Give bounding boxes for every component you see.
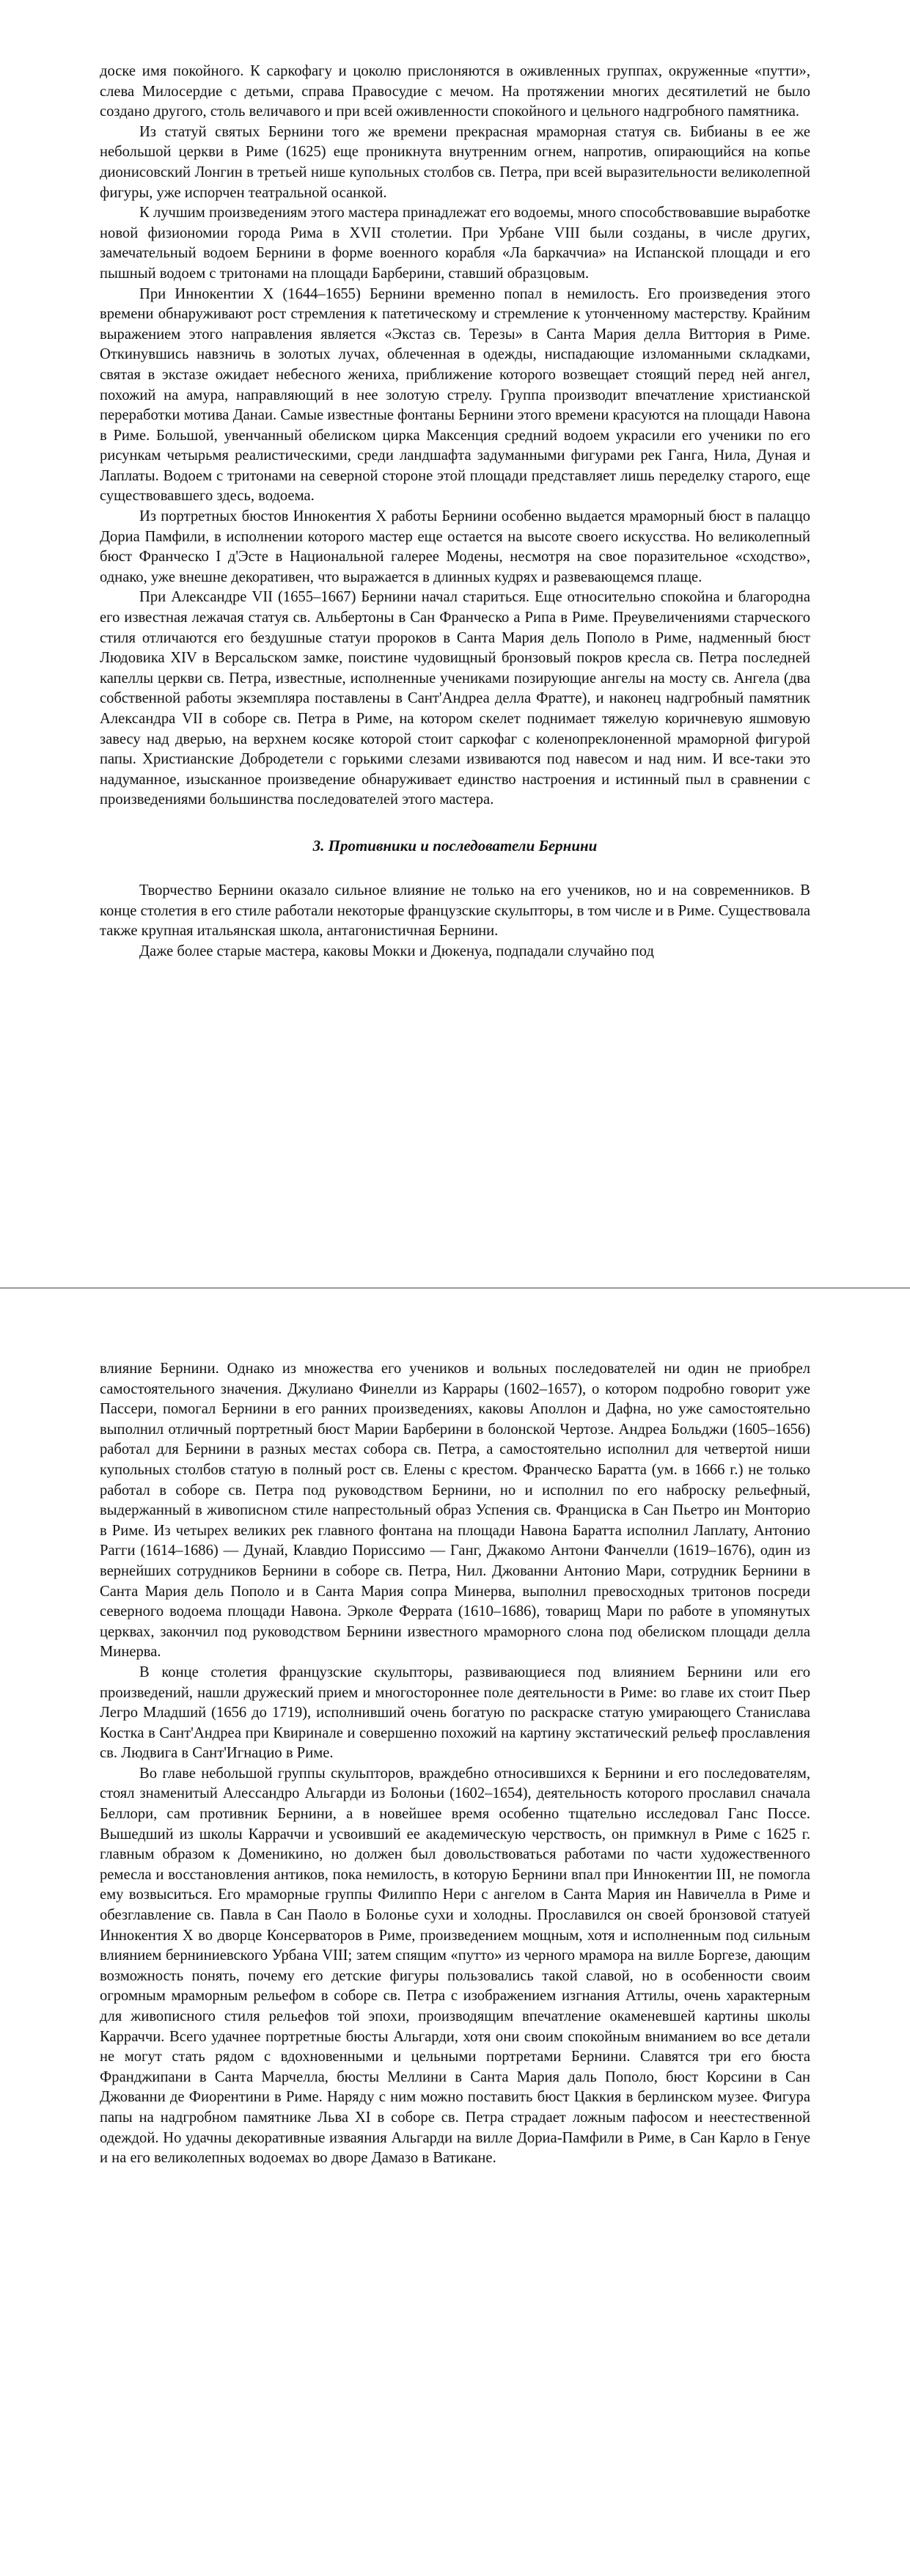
paragraph-3: К лучшим произведениям этого мастера принадлежат его водоемы, много способствовавшие выработке новой физиономии города Рима в XVII столетии. При Урбане VIII были созданы, в числе других, замечательный водоем Бернини в форме военного корабля «Ла баркаччиа» на Испанской площади и его пышный водоем с тритонами на площади Барберини, ставший образцовым. (100, 205, 810, 282)
paragraph-7: Творчество Бернини оказало сильное влияние не только на его учеников, но и на современников. В конце столетия в его стиле работали некоторые французские скульпторы, в том числе и в Риме. Существовала также крупная итальянская школа, антагонистичная Бернини. (100, 882, 810, 940)
paragraph-11: Во главе небольшой группы скульпторов, враждебно относившихся к Бернини и его последователям, стоял знаменитый Алессандро Альгарди из Болоньи (1602–1654), деятельность которого прославил сначала Беллори, сам противник Бернини, а в новейшее время особенно тщательно исследовал Ганс Поссе. Вышедший из школы Карраччи и усвоивший ее академическую черствость, он примкнул в Риме с 1625 г. главным образом к Доменикино, но должен был довольствоваться работами по части художественного ремесла и восстановления антиков, пока немилость, в которую Бернини впал при Иннокентии III, не помогла ему возвыситься. Его мраморные группы Филиппо Нери с ангелом в Санта Мария ин Навичелла в Риме и обезглавление св. Павла в Сан Паоло в Болонье сухи и холодны. Прославился он своей бронзовой статуей Иннокентия X во дворце Консерваторов в Риме, произведением мощным, хотя и исполненным под сильным влиянием берниниевского Урбана VIII; затем спящим «путто» из черного мрамора на вилле Боргезе, дающим возможность понять, почему его детские фигуры пользовались такой славой, но в особенности своим огромным мраморным рельефом в соборе св. Петра с изображением изгнания Аттилы, очень характерным для живописного стиля рельефов той эпохи, производящим впечатление окаменевшей картины школы Карраччи. Всего удачнее портретные бюсты Альгарди, хотя они своим спокойным вниманием во все детали не могут стать рядом с вдохновенными и цельными портретами Бернини. Славятся три его бюста Франджипани в Санта Марчелла, бюсты Меллини в Санта Мария даль Пополо, бюст Корсини в Сан Джованни де Фиорентини в Риме. Наряду с ним можно поставить бюст Цаккия в берлинском музее. Фигура папы на надгробном памятнике Льва XI в соборе св. Петра страдает ложным пафосом и неестественной одеждой. Но удачны декоративные изваяния Альгарди на вилле Дориа-Памфили в Риме, в Сан Карло в Генуе и на его великолепных водоемах во дворе Дамазо в Ватикане. (100, 1765, 810, 2167)
section-heading: 3. Противники и последователи Бернини (312, 836, 598, 855)
paragraph-5: Из портретных бюстов Иннокентия X работы Бернини особенно выдается мраморный бюст в палаццо Дориа Памфили, в исполнении которого мастер еще остается на высоте своего искусства. Но великолепный бюст Франческо I д'Эсте в Национальной галерее Модены, несмотря на свое поразительное «сходство», однако, уже внешне декоративен, что выражается в длинных кудрях и развевающемся плаще. (100, 508, 810, 585)
document-page-1 (0, 0, 910, 1287)
paragraph-9: влияние Бернини. Однако из множества его учеников и вольных последователей ни один не приобрел самостоятельного значения. Джулиано Финелли из Каррары (1602–1657), о котором подробно говорит уже Пассери, помогал Бернини в его ранних произведениях, каковы Аполлон и Дафна, но уже самостоятельно выполнил отличный портретный бюст Марии Барберини в болонской Чертозе. Андреа Больджи (1605–1656) работал для Бернини в разных местах собора св. Петра, а самостоятельно исполнил для четвертой ниши купольных столбов статую в полный рост св. Елены с крестом. Франческо Баратта (ум. в 1666 г.) не только работал в соборе св. Петра под руководством Бернини, но и исполнил по его наброску рельефный, выдержанный в живописном стиле напрестольный образ Успения св. Франциска в Сан Пьетро ин Монторио в Риме. Из четырех великих рек главного фонтана на площади Навона Баратта исполнил Лаплату, Антонио Рагги (1614–1686) — Дунай, Клавдио Пориссимо — Ганг, Джакомо Антони Фанчелли (1619–1676), один из вернейших сотрудников Бернини в соборе св. Петра, Нил. Джованни Антонио Мари, сотрудник Бернини в Санта Мария дель Пополо и в Санта Мария сопра Минерва, выполнил превосходных тритонов посреди северного водоема площади Навона. Эрколе Феррата (1610–1686), товарищ Мари по работе в упомянутых церквах, закончил под руководством Бернини известного мраморного слона под обелиском площади делла Минерва. (100, 1361, 810, 1661)
document-page-2 (0, 1289, 910, 2576)
paragraph-1: доске имя покойного. К саркофагу и цоколю прислоняются в оживленных группах, окруженные «путти», слева Милосердие с детьми, справа Правосудие с мечом. На протяжении многих десятилетий не было создано другого, столь величавого и при всей оживленности спокойного и цельного надгробного памятника. (100, 63, 810, 120)
paragraph-8: Даже более старые мастера, каковы Мокки и Дюкенуа, подпадали случайно под (139, 943, 654, 959)
paragraph-6: При Александре VII (1655–1667) Бернини начал стариться. Еще относительно спокойна и благородна его известная лежачая статуя св. Альбертоны в Сан Франческо а Рипа в Риме. Преувеличениями старческого стиля отличаются его бездушные статуи пророков в Санта Мария дель Пополо в Риме, надменный бюст Людовика XIV в Версальском замке, поистине чудовищный бронзовый покров кресла св. Петра последней капеллы церкви св. Петра, известные, исполненные учениками позирующие ангелы на мосту св. Ангела (два собственной работы экземпляра поставлены в Сант'Андреа делла Фратте), и наконец надгробный памятник Александра VII в соборе св. Петра в Риме, на котором скелет поднимает тяжелую коричневую яшмовую завесу над дверью, на верхнем косяке которой стоит саркофаг с коленопреклоненной мраморной фигурой папы. Христианские Добродетели с горькими слезами извиваются под навесом и над ним. И все-таки это надуманное, изысканное произведение обнаруживает единство настроения и истинный пыл в сравнении с произведениями большинства последователей этого мастера. (100, 589, 810, 808)
paragraph-4: При Иннокентии X (1644–1655) Бернини временно попал в немилость. Его произведения этого времени обнаруживают рост стремления к патетическому и стремление к утонченному мастерству. Крайним выражением этого направления является «Экстаз св. Терезы» в Санта Мария делла Виттория в Риме. Откинувшись навзничь в золотых лучах, облеченная в одежды, ниспадающие изломанными складками, святая в экстазе ожидает небесного жениха, приближение которого возвещает стоящий перед ней ангел, похожий на амура, направляющий в нее золотую стрелу. Группа производит впечатление христианской переработки мотива Данаи. Самые известные фонтаны Бернини этого времени красуются на площади Навона в Риме. Большой, увенчанный обелиском цирка Максенция средний водоем украсили его ученики по его рисункам четырьмя реалистическими, среди ландшафта задуманными фигурами рек Ганга, Нила, Дуная и Лаплаты. Водоем с тритонами на северной стороне этой площади представляет лишь переделку старого, еще существовавшего здесь, водоема. (100, 285, 810, 505)
paragraph-10: В конце столетия французские скульпторы, развивающиеся под влиянием Бернини или его произведений, нашли дружеский прием и многостороннее поле деятельности в Риме: во главе их стоит Пьер Легро Младший (1656 до 1719), исполнивший очень богатую по раскраске статую умирающего Станислава Костка в Сант'Андреа при Квиринале и совершенно похожий на картину экстатический рельеф прославления св. Людвига в Сант'Игнацио в Риме. (100, 1664, 810, 1762)
paragraph-2: Из статуй святых Бернини того же времени прекрасная мраморная статуя св. Бибианы в ее же небольшой церкви в Риме (1625) еще проникнута внутренним огнем, напротив, опирающийся на копье дионисовский Лонгин в третьей нише купольных столбов св. Петра, при всей выразительности великолепной фигуры, уже испорчен театральной осанкой. (100, 123, 810, 201)
